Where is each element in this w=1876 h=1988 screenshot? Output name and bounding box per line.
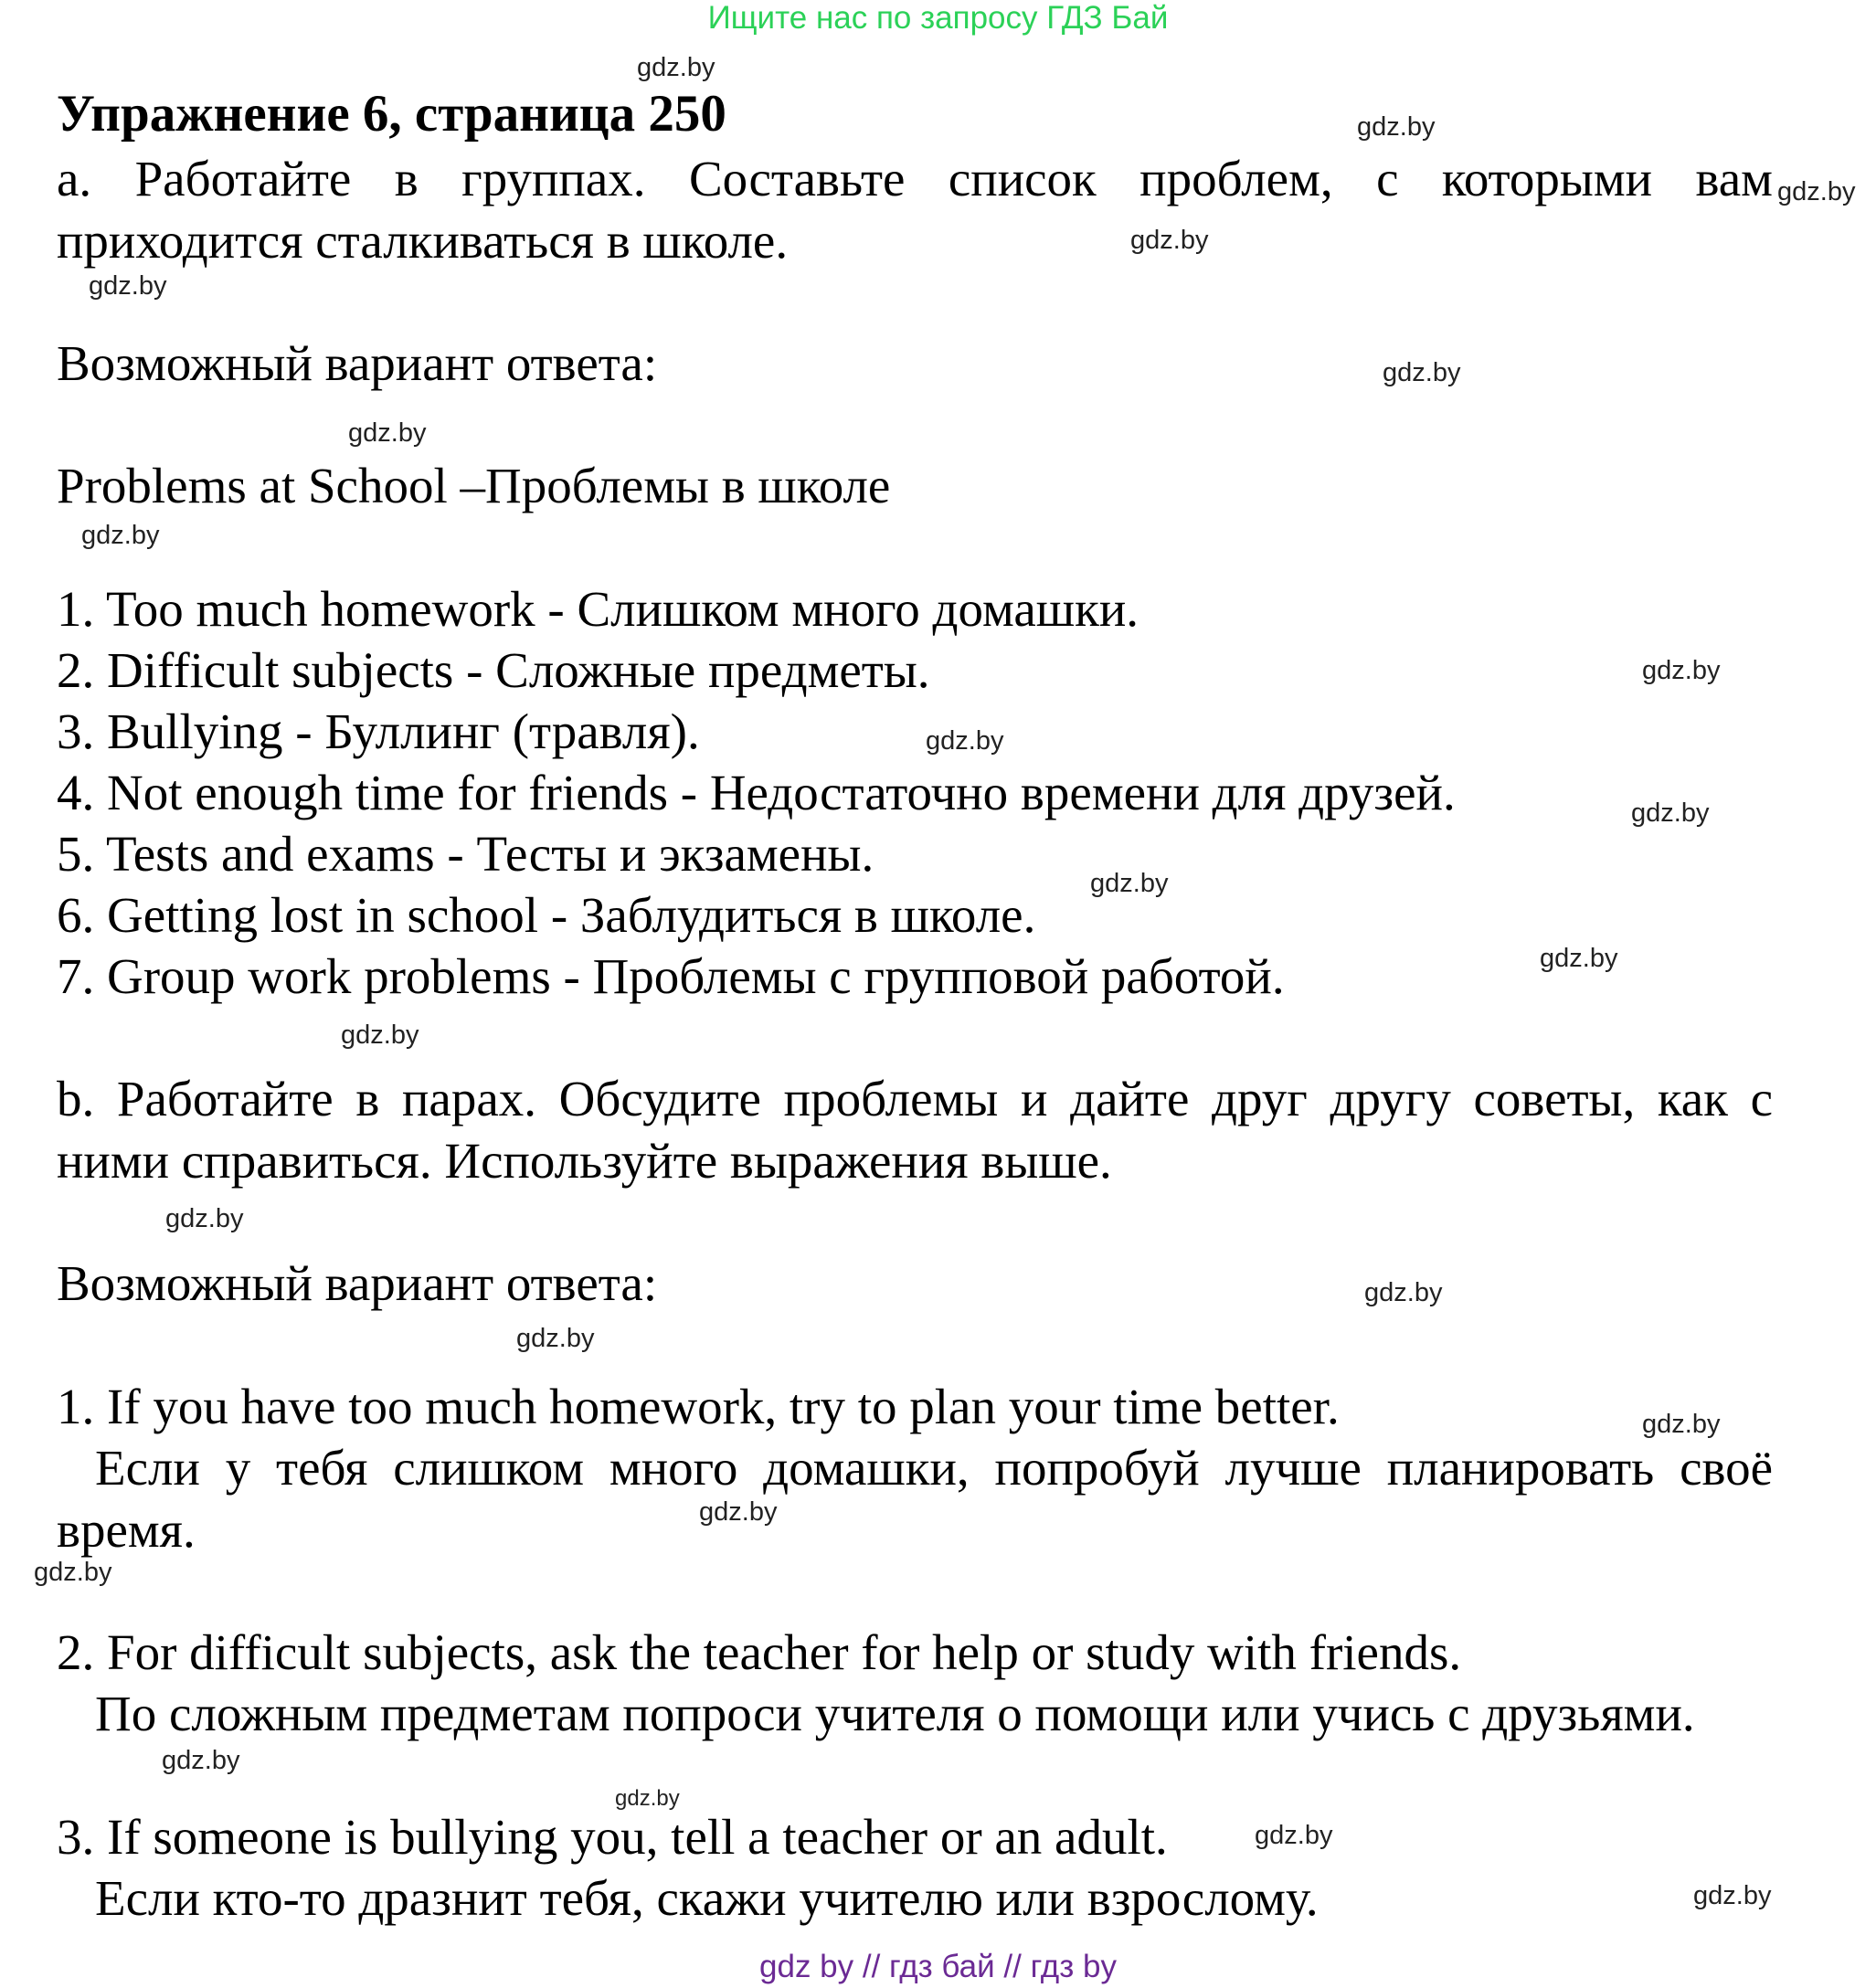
watermark: gdz.by [89,271,167,301]
watermark: gdz.by [1090,869,1169,898]
watermark: gdz.by [34,1558,112,1587]
problem-item: 6. Getting lost in school - Заблудиться в школе. [57,887,1036,943]
watermark: gdz.by [162,1746,240,1775]
watermark: gdz.by [348,418,427,448]
task-a-line-2: приходится сталкиваться в школе. [57,213,789,269]
watermark: gdz.by [1130,226,1209,255]
watermark: gdz.by [1357,112,1436,142]
watermark: gdz.by [699,1497,778,1527]
watermark: gdz.by [1642,656,1721,685]
advice-ru: Если у тебя слишком много домашки, попробуй лучше планировать своё [95,1440,1773,1496]
watermark: gdz.by [1255,1821,1333,1850]
watermark: gdz.by [615,1786,680,1811]
task-b-line-2: ними справиться. Используйте выражения выше. [57,1133,1112,1189]
advice-en: 2. For difficult subjects, ask the teacher for help or study with friends. [57,1624,1462,1680]
page-title: Упражнение 6, страница 250 [57,85,726,143]
watermark: gdz.by [1540,944,1618,973]
watermark: gdz.by [1693,1881,1772,1910]
watermark: gdz.by [81,521,160,550]
problem-item: 4. Not enough time for friends - Недостаточно времени для друзей. [57,765,1456,820]
watermark: gdz.by [1364,1278,1443,1307]
watermark: gdz.by [637,53,715,82]
watermark: gdz.by [1631,798,1710,828]
watermark: gdz.by [1642,1410,1721,1439]
advice-ru: время. [57,1502,196,1558]
task-b-line-1: b. Работайте в парах. Обсудите проблемы и дайте друг другу советы, как с [57,1071,1773,1126]
watermark: gdz.by [926,726,1004,756]
answer-label-b: Возможный вариант ответа: [57,1255,658,1311]
task-a-line-1: a. Работайте в группах. Составьте список проблем, с которыми вам [57,151,1773,206]
watermark: gdz.by [1777,177,1856,206]
top-banner: Ищите нас по запросу ГДЗ Бай [707,0,1169,36]
problem-item: 5. Tests and exams - Тесты и экзамены. [57,826,874,882]
problem-item: 1. Too much homework - Слишком много домашки. [57,581,1139,637]
advice-en: 1. If you have too much homework, try to plan your time better. [57,1379,1340,1434]
answer-label-a: Возможный вариант ответа: [57,335,658,391]
watermark: gdz.by [1383,358,1461,387]
problem-item: 2. Difficult subjects - Сложные предметы. [57,642,930,698]
footer: gdz by // гдз бай // гдз by [759,1949,1117,1984]
advice-ru: По сложным предметам попроси учителя о помощи или учись с друзьями. [95,1686,1695,1741]
problem-item: 7. Group work problems - Проблемы с групповой работой. [57,948,1285,1004]
advice-ru: Если кто-то дразнит тебя, скажи учителю или взрослому. [95,1870,1319,1926]
watermark: gdz.by [341,1020,419,1050]
problems-heading: Problems at School –Проблемы в школе [57,458,891,513]
watermark: gdz.by [165,1204,244,1233]
problem-item: 3. Bullying - Буллинг (травля). [57,703,700,759]
watermark: gdz.by [516,1324,595,1353]
advice-en: 3. If someone is bullying you, tell a teacher or an adult. [57,1809,1168,1865]
